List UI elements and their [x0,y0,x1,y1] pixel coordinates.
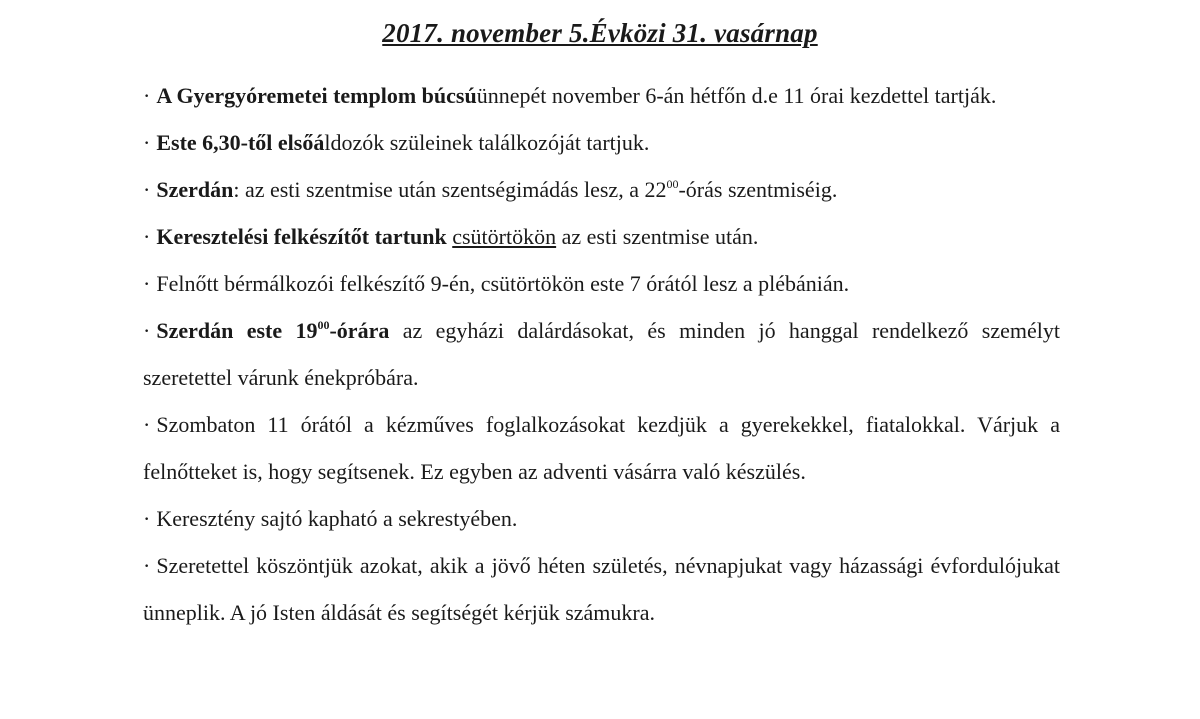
announcement-item [143,542,1060,636]
bullet: · [143,224,151,249]
bullet: · [143,83,151,108]
bullet: · [143,177,151,202]
superscript: 00 [666,177,679,191]
announcement-bold: A Gyergyóremetei templom búcsú [156,83,477,108]
bullet: · [143,553,151,578]
bullet: · [143,506,151,531]
announcement-text: az esti szentmise után. [556,224,759,249]
announcement-item [143,495,1060,542]
superscript [317,318,329,332]
announcement-item [143,307,1060,401]
announcement-text: ünnepét november 6-án hétfőn d.e 11 órai kezdettel tartják. [476,83,997,108]
announcement-item [143,72,1060,119]
bullet: · [143,318,151,343]
announcement-bold: Szerdán [156,177,234,202]
announcement-bold: Keresztelési felkészítőt tartunk [156,224,447,249]
announcement-text: Keresztény sajtó kapható a sekrestyében. [156,506,518,531]
announcement-item [143,260,1060,307]
announcement-text: az egyházi dalárdásokat, és minden jó hanggal rendelkező személyt szeretettel várunk énekpróbára. [143,318,1060,390]
superscript-bold: 00 [317,318,330,332]
underlined-text: csütörtökön [452,224,557,249]
announcement-bold: -órára [329,318,390,343]
announcement-text: ldozók szüleinek találkozóját tartjuk. [324,130,650,155]
announcement-list [143,72,1060,636]
announcement-text: -órás szentmiséig. [678,177,838,202]
announcement-text: Szombaton 11 órától a kézműves foglalkozásokat kezdjük a gyerekekkel, fiatalokkal. Várjuk a felnőtteket is, hogy segítsenek. Ez egyben az adventi vásárra való készülés. [143,412,1060,484]
announcement-item [143,166,1060,213]
announcement-text: : az esti szentmise után szentségimádás lesz, a 22 [233,177,667,202]
bullet: · [143,271,151,296]
bullet: · [143,412,151,437]
announcement-bold: Este 6,30-től elsőá [156,130,325,155]
announcement-item [143,119,1060,166]
announcement-bold: Szerdán este 19 [156,318,318,343]
announcement-item [143,213,1060,260]
page-title: 2017. november 5.Évközi 31. vasárnap [382,18,818,48]
announcement-text: Szeretettel köszöntjük azokat, akik a jövő héten születés, névnapjukat vagy házassági évfordulójukat ünneplik. A jó Isten áldását és segítségét kérjük számukra. [143,553,1060,625]
announcement-item [143,401,1060,495]
announcement-text: Felnőtt bérmálkozói felkészítő 9-én, csütörtökön este 7 órától lesz a plébánián. [156,271,850,296]
bullet: · [143,130,151,155]
